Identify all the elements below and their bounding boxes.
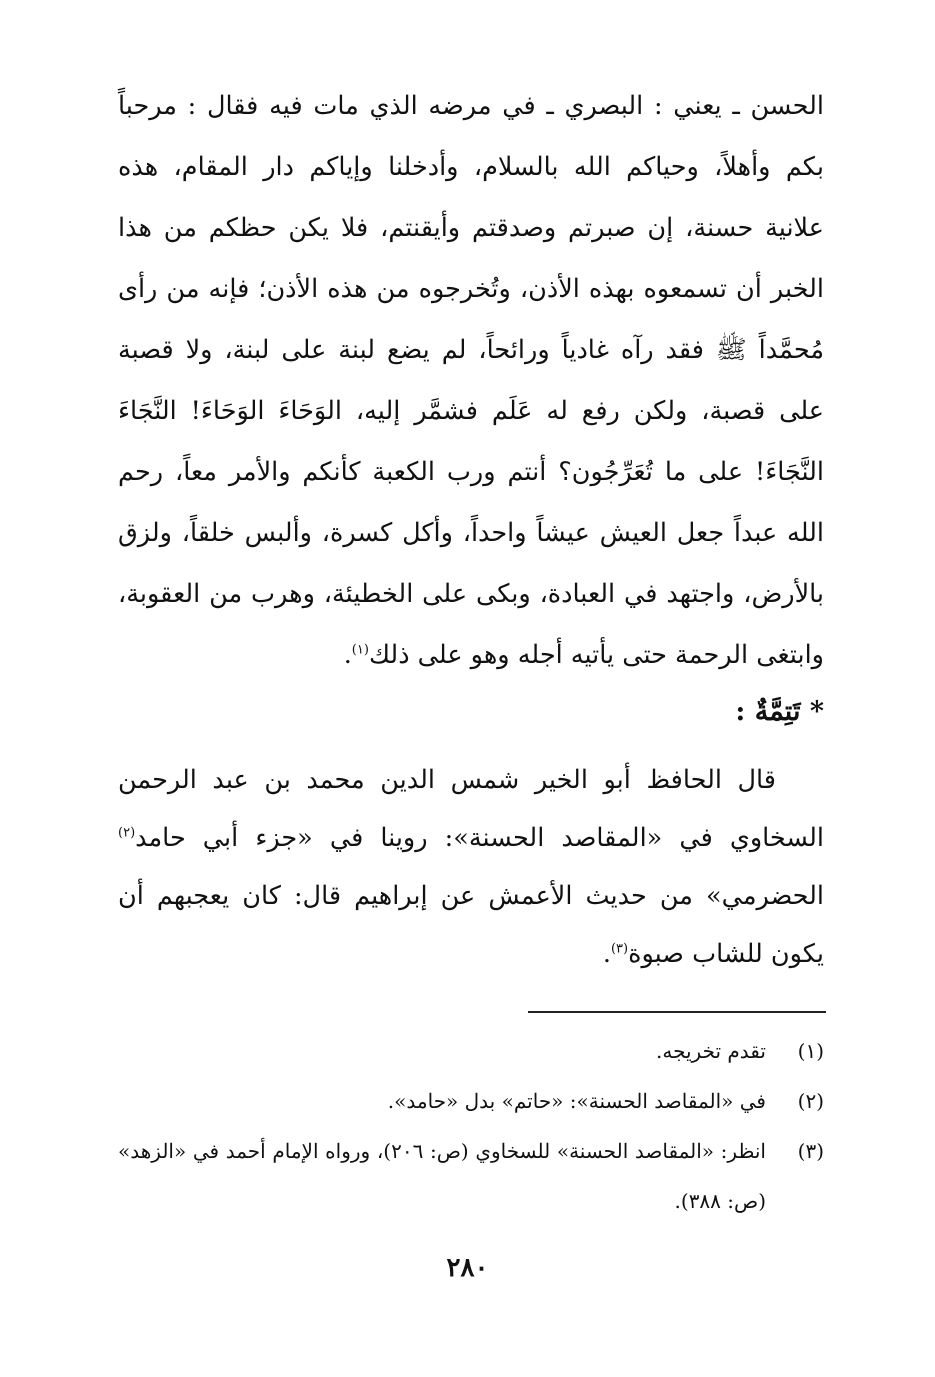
section-heading-tatimma: * تَتِمَّةٌ : (735, 696, 824, 727)
footnote-ref-1[interactable]: (١) (351, 642, 369, 658)
footnote-item (118, 1126, 824, 1226)
paragraph-hasan-speech (118, 76, 824, 686)
paragraph-text-b: الحضرمي» من حديث الأعمش عن إبراهيم قال: كان يعجبهم أن يكون للشاب صبوة (118, 881, 824, 969)
footnote-ref-2[interactable]: (٢) (118, 825, 136, 841)
footnote-number: (٢) (797, 1089, 824, 1113)
footnote-text: انظر: «المقاصد الحسنة» للسخاوي (ص: ٢٠٦)، ورواه الإمام أحمد في «الزهد» (ص: ٣٨٨). (118, 1139, 766, 1213)
footnote-item (118, 1076, 824, 1126)
footnotes-list (118, 1026, 824, 1226)
paragraph-text: الحسن ـ يعني : البصري ـ في مرضه الذي مات فيه فقال : مرحباً بكم وأهلاً، وحياكم الله بالسلام، وأدخلنا وإياكم دار المقام، هذه علانية حسنة، إن صبرتم وصدقتم وأيقنتم، فلا يكن حظكم من هذا الخبر أن تسمعوه بهذه الأذن، وتُخرجوه من هذه الأذن؛ فإنه من رأى مُحمَّداً ﷺ فقد رآه غادياً ورائحاً، لم يضع لبنة على لبنة، ولا قصبة على قصبة، ولكن رفع له عَلَم فشمَّر إليه، الوَحَاءَ الوَحَاءَ! النَّجَاءَ النَّجَاءَ! على ما تُعَرِّجُون؟ أنتم ورب الكعبة كأنكم والأمر معاً، رحم الله عبداً جعل العيش عيشاً واحداً، وأكل كسرة، وألبس خلقاً، ولزق بالأرض، واجتهد في العبادة، وبكى على الخطيئة، وهرب من العقوبة، وابتغى الرحمة حتى يأتيه أجله وهو على ذلك (118, 91, 824, 670)
footnote-number: (١) (797, 1039, 824, 1063)
paragraph-sakhawi-quote (118, 751, 824, 983)
footnote-number: (٣) (797, 1139, 824, 1163)
footnote-text: تقدم تخريجه. (656, 1039, 766, 1063)
footnote-ref-3[interactable]: (٣) (610, 941, 629, 957)
paragraph-end: . (602, 939, 611, 969)
footnote-divider (528, 1011, 826, 1013)
paragraph-text-a: قال الحافظ أبو الخير شمس الدين محمد بن عبد الرحمن السخاوي في «المقاصد الحسنة»: روينا في «جزء أبي حامد (118, 765, 824, 853)
paragraph-end: . (343, 640, 352, 670)
footnote-text: في «المقاصد الحسنة»: «حاتم» بدل «حامد». (387, 1089, 766, 1113)
footnote-item (118, 1026, 824, 1076)
page-number: ٢٨٠ (446, 1253, 489, 1283)
